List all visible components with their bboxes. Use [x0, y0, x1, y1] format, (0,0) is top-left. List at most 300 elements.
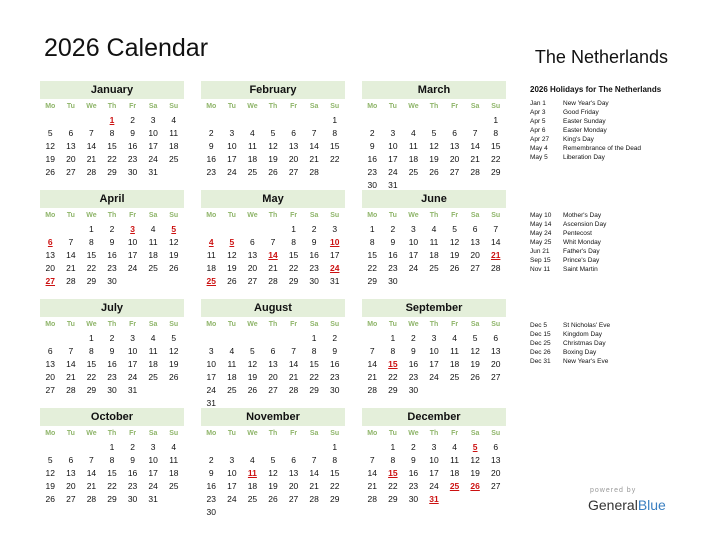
- calendar-day: 11: [169, 128, 179, 138]
- holiday-day: 31: [429, 494, 439, 504]
- month-header: July: [40, 299, 184, 317]
- calendar-day: 15: [86, 359, 97, 369]
- calendar-day: 7: [472, 128, 478, 138]
- holiday-date: Dec 31: [530, 358, 551, 365]
- calendar-day: 15: [86, 250, 97, 260]
- calendar-day: 24: [206, 385, 217, 395]
- calendar-day: 6: [472, 224, 478, 234]
- empty-cell: [424, 114, 445, 127]
- weekday-label: We: [86, 212, 97, 219]
- holiday-row: [530, 357, 700, 366]
- holiday-name: Mother's Day: [563, 212, 602, 219]
- calendar-day: 8: [390, 346, 396, 356]
- calendar-day: 28: [367, 494, 378, 504]
- calendar-day: 28: [66, 276, 76, 286]
- weekday-label: Fr: [451, 103, 459, 110]
- holiday-day: 11: [247, 468, 257, 478]
- calendar-day: 7: [68, 237, 74, 247]
- weekday-label: Mo: [367, 430, 378, 437]
- calendar-day: 20: [45, 372, 56, 382]
- calendar-day: 26: [470, 372, 480, 382]
- calendar-day: 3: [150, 442, 156, 452]
- calendar-day: 15: [288, 250, 299, 260]
- holiday-name: New Year's Day: [563, 100, 609, 107]
- calendar-day: 29: [288, 276, 299, 286]
- calendar-day: 4: [452, 442, 457, 452]
- calendar-day: 18: [247, 481, 258, 491]
- calendar-day: 20: [288, 481, 299, 491]
- calendar-day: 1: [311, 333, 317, 343]
- calendar-day: 9: [130, 128, 135, 138]
- calendar-day: 13: [66, 468, 76, 478]
- calendar-day: 17: [227, 481, 237, 491]
- calendar-day: 16: [388, 250, 398, 260]
- calendar-day: 19: [268, 481, 278, 491]
- calendar-day: 23: [127, 154, 138, 164]
- month-header: December: [362, 408, 506, 426]
- calendar-day: 30: [329, 385, 340, 395]
- calendar-day: 19: [168, 359, 179, 369]
- calendar-day: 8: [493, 128, 499, 138]
- calendar-day: 23: [408, 481, 419, 491]
- calendar-day: 13: [470, 237, 480, 247]
- calendar-day: 19: [470, 359, 480, 369]
- calendar-day: 1: [369, 224, 375, 234]
- calendar-day: 29: [309, 385, 319, 395]
- calendar-day: 20: [288, 154, 299, 164]
- weekday-label: Tu: [66, 103, 75, 110]
- holiday-date: May 4: [530, 145, 548, 152]
- calendar-day: 17: [429, 359, 439, 369]
- calendar-day: 5: [270, 455, 276, 465]
- calendar-day: 27: [490, 481, 501, 491]
- calendar-day: 27: [66, 494, 76, 504]
- calendar-day: 25: [168, 154, 179, 164]
- calendar-day: 13: [490, 455, 501, 465]
- calendar-day: 2: [369, 128, 375, 138]
- calendar-day: 2: [130, 442, 135, 452]
- calendar-day: 25: [429, 263, 439, 273]
- holiday-name: Prince's Day: [563, 257, 600, 264]
- empty-cell: [222, 332, 243, 345]
- empty-cell: [40, 114, 61, 127]
- calendar-day: 29: [490, 167, 501, 177]
- calendar-day: 15: [329, 468, 340, 478]
- holiday-day: 3: [130, 224, 135, 234]
- calendar-day: 11: [429, 237, 439, 247]
- calendar-day: 22: [107, 154, 117, 164]
- calendar-day: 26: [449, 263, 460, 273]
- empty-cell: [61, 223, 82, 236]
- holiday-day: 1: [109, 115, 115, 125]
- holiday-row: [530, 144, 700, 153]
- calendar-day: 16: [408, 468, 419, 478]
- calendar-day: 31: [127, 385, 138, 395]
- calendar-day: 25: [247, 494, 258, 504]
- weekday-label: Sa: [148, 321, 158, 328]
- calendar-day: 20: [45, 263, 56, 273]
- calendar-day: 10: [429, 346, 439, 356]
- calendar-day: 12: [429, 141, 439, 151]
- calendar-day: 16: [367, 154, 378, 164]
- calendar-day: 7: [89, 128, 94, 138]
- weekday-row: [362, 209, 506, 223]
- holiday-name: Pentecost: [563, 230, 592, 237]
- calendar-day: 9: [311, 237, 317, 247]
- holiday-name: Whit Monday: [563, 239, 601, 246]
- calendar-day: 23: [206, 494, 217, 504]
- calendar-day: 28: [86, 494, 97, 504]
- weekday-label: Fr: [451, 321, 459, 328]
- calendar-day: 8: [369, 237, 375, 247]
- calendar-day: 5: [171, 333, 177, 343]
- holiday-date: Dec 25: [530, 340, 551, 347]
- calendar-day: 16: [206, 481, 217, 491]
- calendar-day: 16: [206, 154, 217, 164]
- calendar-day: 7: [369, 346, 375, 356]
- weekday-row: [201, 209, 345, 223]
- calendar-day: 6: [493, 333, 499, 343]
- calendar-day: 31: [148, 167, 158, 177]
- weekday-label: Th: [429, 321, 439, 328]
- calendar-day: 6: [452, 128, 457, 138]
- calendar-day: 24: [148, 154, 158, 164]
- month-header: March: [362, 81, 506, 99]
- holiday-name: Boxing Day: [563, 349, 597, 356]
- calendar-day: 17: [148, 141, 158, 151]
- calendar-day: 6: [68, 128, 74, 138]
- holiday-name: Christmas Day: [563, 340, 606, 347]
- weekday-label: Tu: [227, 321, 236, 328]
- weekday-label: Fr: [129, 430, 137, 437]
- calendar-day: 13: [449, 141, 460, 151]
- calendar-day: 15: [367, 250, 378, 260]
- calendar-day: 9: [332, 346, 338, 356]
- empty-cell: [201, 441, 222, 454]
- calendar-day: 28: [309, 167, 319, 177]
- calendar-day: 2: [130, 115, 135, 125]
- month-august: [201, 299, 345, 410]
- calendar-day: 18: [408, 154, 419, 164]
- empty-cell: [222, 223, 243, 236]
- empty-cell: [283, 332, 304, 345]
- calendar-day: 22: [309, 372, 319, 382]
- empty-cell: [263, 223, 284, 236]
- calendar-day: 13: [288, 141, 299, 151]
- holiday-row: [530, 330, 700, 339]
- calendar-day: 14: [288, 359, 299, 369]
- calendar-day: 14: [309, 468, 319, 478]
- holiday-day: 14: [268, 250, 278, 260]
- brand-logo[interactable]: [588, 497, 666, 513]
- calendar-day: 8: [311, 346, 317, 356]
- weekday-label: Sa: [309, 212, 319, 219]
- holiday-date: Jan 1: [530, 100, 546, 107]
- month-march: [362, 81, 506, 192]
- days-grid: [201, 332, 345, 410]
- calendar-day: 27: [288, 494, 299, 504]
- weekday-label: Fr: [129, 212, 137, 219]
- calendar-day: 18: [227, 372, 237, 382]
- weekday-label: Th: [429, 430, 439, 437]
- weekday-label: Su: [169, 321, 179, 328]
- calendar-day: 13: [66, 141, 76, 151]
- weekday-label: Mo: [206, 212, 217, 219]
- calendar-day: 8: [89, 237, 94, 247]
- calendar-day: 21: [66, 372, 76, 382]
- calendar-day: 18: [168, 468, 179, 478]
- calendar-day: 4: [171, 442, 177, 452]
- holiday-name: Liberation Day: [563, 154, 605, 161]
- holiday-row: [530, 321, 700, 330]
- weekday-label: Fr: [451, 212, 459, 219]
- weekday-label: Th: [107, 321, 117, 328]
- calendar-day: 16: [107, 250, 117, 260]
- calendar-day: 13: [45, 359, 56, 369]
- weekday-label: Su: [491, 212, 501, 219]
- weekday-label: Su: [491, 430, 501, 437]
- weekday-label: Th: [107, 430, 117, 437]
- calendar-day: 31: [388, 180, 398, 190]
- calendar-day: 30: [206, 507, 217, 517]
- calendar-day: 6: [493, 442, 499, 452]
- powered-by-text: powered by: [590, 487, 637, 494]
- weekday-label: Su: [169, 103, 179, 110]
- calendar-day: 14: [309, 141, 319, 151]
- holiday-day: 15: [388, 468, 398, 478]
- calendar-day: 10: [127, 346, 138, 356]
- calendar-day: 9: [130, 455, 135, 465]
- calendar-day: 18: [247, 154, 258, 164]
- calendar-day: 14: [367, 468, 378, 478]
- calendar-day: 11: [169, 455, 179, 465]
- empty-cell: [383, 114, 404, 127]
- weekday-label: Tu: [388, 103, 397, 110]
- calendar-day: 29: [388, 494, 398, 504]
- month-header: May: [201, 190, 345, 208]
- calendar-day: 15: [107, 141, 117, 151]
- calendar-day: 4: [431, 224, 437, 234]
- holiday-date: Dec 5: [530, 322, 547, 329]
- calendar-day: 12: [45, 468, 56, 478]
- calendar-day: 24: [127, 263, 138, 273]
- holiday-day: 5: [229, 237, 235, 247]
- empty-cell: [61, 114, 82, 127]
- empty-cell: [283, 114, 304, 127]
- calendar-day: 10: [227, 468, 237, 478]
- empty-cell: [362, 332, 383, 345]
- calendar-day: 1: [332, 442, 338, 452]
- calendar-day: 14: [86, 468, 97, 478]
- calendar-day: 6: [291, 128, 296, 138]
- calendar-day: 28: [86, 167, 97, 177]
- calendar-day: 23: [206, 167, 217, 177]
- calendar-day: 26: [268, 494, 278, 504]
- calendar-day: 19: [227, 263, 237, 273]
- calendar-day: 18: [449, 359, 460, 369]
- calendar-day: 9: [390, 237, 396, 247]
- calendar-day: 2: [208, 128, 214, 138]
- calendar-day: 12: [470, 346, 480, 356]
- calendar-day: 10: [127, 237, 138, 247]
- weekday-label: We: [86, 321, 97, 328]
- calendar-day: 27: [45, 385, 56, 395]
- weekday-label: Tu: [66, 321, 75, 328]
- holiday-date: Nov 11: [530, 266, 551, 273]
- empty-cell: [242, 441, 263, 454]
- month-january: [40, 81, 184, 179]
- empty-cell: [201, 223, 222, 236]
- empty-cell: [61, 332, 82, 345]
- weekday-label: Sa: [470, 103, 480, 110]
- calendar-day: 22: [86, 372, 97, 382]
- empty-cell: [403, 114, 424, 127]
- weekday-label: We: [247, 212, 258, 219]
- calendar-day: 16: [127, 141, 138, 151]
- empty-cell: [201, 332, 222, 345]
- calendar-day: 9: [109, 346, 115, 356]
- holiday-day: 15: [388, 359, 398, 369]
- calendar-day: 25: [449, 372, 460, 382]
- weekday-label: Th: [268, 212, 278, 219]
- calendar-day: 11: [450, 346, 459, 356]
- empty-cell: [81, 441, 102, 454]
- calendar-day: 2: [411, 333, 416, 343]
- weekday-label: Mo: [206, 430, 217, 437]
- holiday-day: 5: [171, 224, 177, 234]
- calendar-day: 9: [411, 455, 416, 465]
- calendar-day: 2: [411, 442, 416, 452]
- calendar-day: 21: [367, 372, 378, 382]
- empty-cell: [465, 114, 486, 127]
- holiday-name: Remembrance of the Dead: [563, 145, 642, 152]
- calendar-day: 19: [449, 250, 460, 260]
- calendar-day: 11: [450, 455, 459, 465]
- calendar-day: 4: [171, 115, 177, 125]
- calendar-day: 21: [288, 372, 299, 382]
- calendar-day: 20: [247, 263, 258, 273]
- calendar-day: 7: [311, 128, 317, 138]
- calendar-day: 27: [470, 263, 480, 273]
- calendar-day: 23: [127, 481, 138, 491]
- calendar-day: 9: [208, 141, 214, 151]
- calendar-day: 7: [270, 237, 276, 247]
- calendar-day: 3: [431, 333, 437, 343]
- weekday-label: Th: [107, 212, 117, 219]
- calendar-day: 29: [86, 385, 97, 395]
- holiday-day: 25: [449, 481, 460, 491]
- calendar-day: 19: [429, 154, 439, 164]
- calendar-day: 9: [369, 141, 375, 151]
- month-header: January: [40, 81, 184, 99]
- calendar-day: 25: [247, 167, 258, 177]
- calendar-day: 11: [227, 359, 237, 369]
- empty-cell: [362, 114, 383, 127]
- calendar-day: 18: [148, 359, 158, 369]
- days-grid: [362, 114, 506, 192]
- month-october: [40, 408, 184, 506]
- calendar-day: 17: [127, 250, 138, 260]
- holiday-day: 21: [490, 250, 501, 260]
- weekday-label: Tu: [66, 212, 75, 219]
- weekday-label: Mo: [367, 321, 378, 328]
- calendar-day: 24: [429, 372, 439, 382]
- calendar-day: 17: [227, 154, 237, 164]
- calendar-day: 6: [68, 455, 74, 465]
- weekday-row: [362, 100, 506, 114]
- calendar-day: 16: [408, 359, 419, 369]
- calendar-day: 2: [332, 333, 338, 343]
- weekday-row: [40, 209, 184, 223]
- calendar-day: 13: [247, 250, 258, 260]
- weekday-row: [40, 100, 184, 114]
- holiday-date: Sep 15: [530, 257, 551, 264]
- calendar-day: 21: [66, 263, 76, 273]
- holiday-date: Apr 5: [530, 118, 546, 125]
- weekday-label: We: [408, 212, 419, 219]
- calendar-day: 20: [490, 468, 501, 478]
- calendar-day: 1: [390, 333, 396, 343]
- holiday-row: [530, 117, 700, 126]
- calendar-day: 8: [332, 455, 338, 465]
- calendar-day: 26: [45, 167, 56, 177]
- calendar-day: 5: [250, 346, 255, 356]
- calendar-day: 28: [470, 167, 480, 177]
- weekday-label: Fr: [290, 321, 298, 328]
- calendar-day: 21: [86, 154, 97, 164]
- calendar-day: 17: [329, 250, 340, 260]
- calendar-day: 12: [268, 141, 278, 151]
- holiday-day: 4: [208, 237, 214, 247]
- calendar-day: 31: [206, 398, 217, 408]
- calendar-day: 14: [66, 250, 76, 260]
- calendar-day: 11: [248, 141, 257, 151]
- holiday-list: [530, 99, 700, 162]
- holiday-row: [530, 211, 700, 220]
- calendar-day: 23: [107, 372, 117, 382]
- weekday-label: Fr: [129, 103, 137, 110]
- calendar-day: 1: [390, 442, 396, 452]
- calendar-day: 20: [490, 359, 501, 369]
- calendar-day: 4: [411, 128, 416, 138]
- calendar-day: 6: [270, 346, 276, 356]
- calendar-day: 26: [168, 372, 179, 382]
- calendar-day: 10: [429, 455, 439, 465]
- holiday-day: 24: [329, 263, 340, 273]
- calendar-day: 11: [206, 250, 216, 260]
- calendar-day: 15: [329, 141, 340, 151]
- calendar-day: 18: [449, 468, 460, 478]
- calendar-day: 18: [429, 250, 439, 260]
- calendar-day: 14: [86, 141, 97, 151]
- weekday-label: Sa: [470, 321, 480, 328]
- calendar-day: 11: [148, 346, 158, 356]
- days-grid: [40, 223, 184, 288]
- calendar-day: 23: [388, 263, 398, 273]
- weekday-label: Tu: [227, 212, 236, 219]
- calendar-day: 21: [470, 154, 480, 164]
- calendar-day: 12: [168, 237, 179, 247]
- empty-cell: [263, 114, 284, 127]
- calendar-day: 22: [329, 481, 340, 491]
- calendar-day: 19: [247, 372, 258, 382]
- holiday-date: Apr 6: [530, 127, 546, 134]
- calendar-day: 30: [408, 385, 419, 395]
- calendar-day: 23: [107, 263, 117, 273]
- holiday-row: [530, 348, 700, 357]
- weekday-label: Fr: [290, 212, 298, 219]
- weekday-label: We: [247, 103, 258, 110]
